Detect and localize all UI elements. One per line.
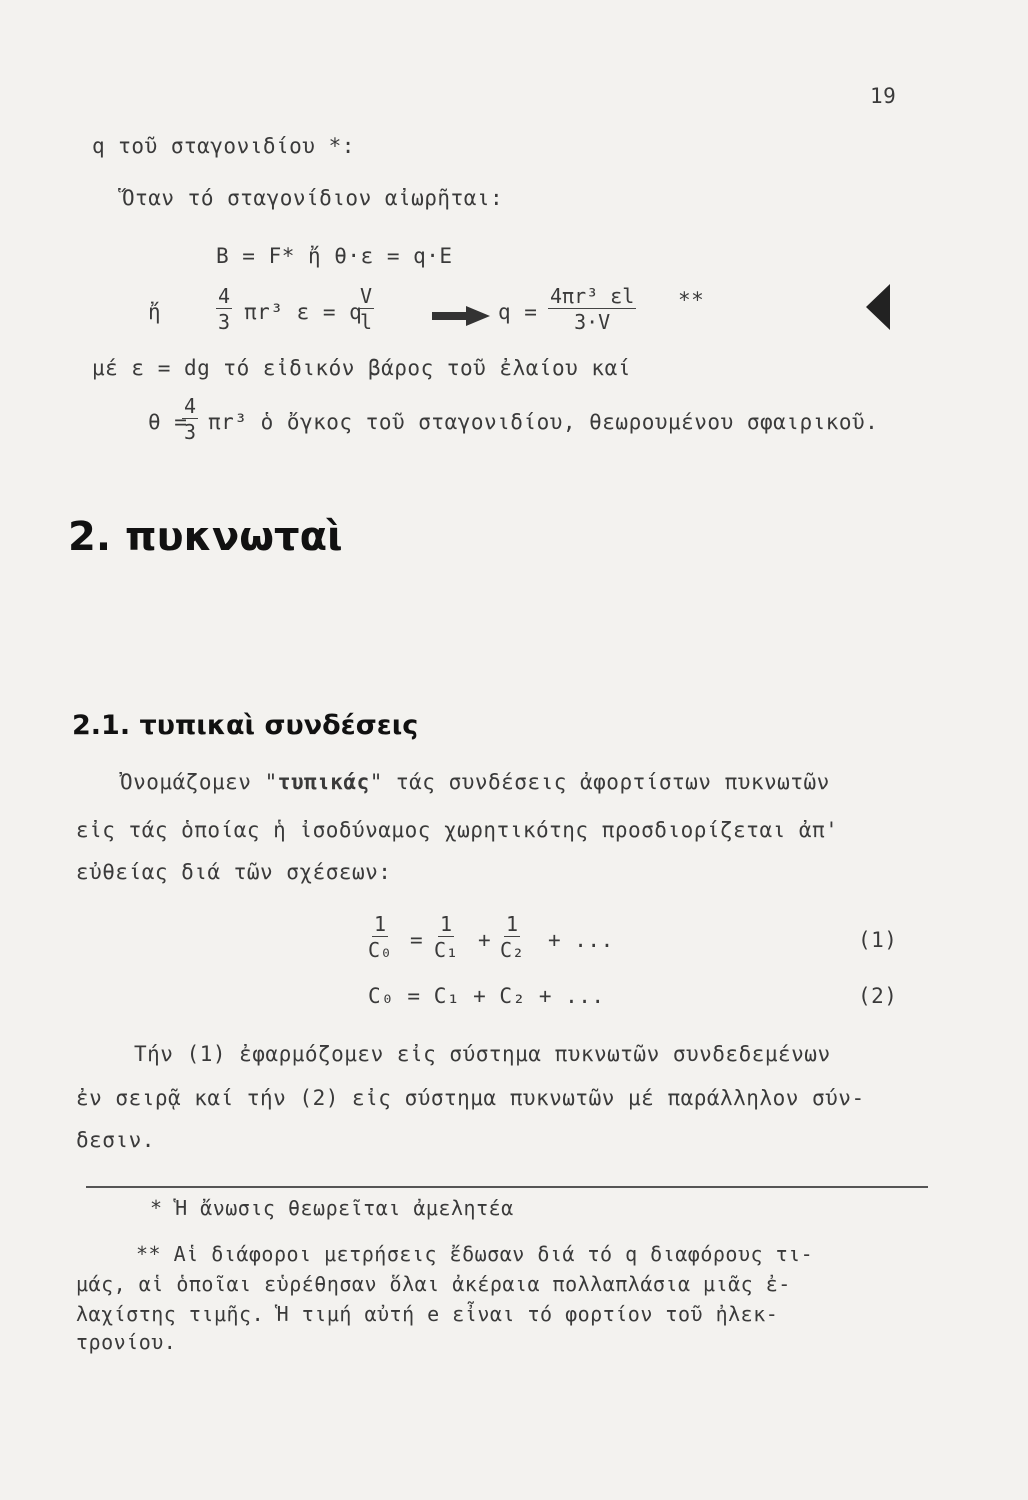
eq2-stars: ** bbox=[678, 288, 705, 312]
eq1-plus: + bbox=[478, 928, 492, 952]
eq2-frac2-num: V bbox=[360, 284, 373, 308]
eq1-frac-c0 bbox=[368, 914, 392, 960]
footnote-2-line-2: μάς, αἱ ὁποῖαι εὑρέθησαν ὅλαι ἀκέραια πολλαπλάσια μιᾶς ἐ- bbox=[76, 1272, 791, 1296]
droplet-charge-heading: q τοῦ σταγονιδίου *: bbox=[92, 134, 355, 158]
eq2-parallel: C₀ = C₁ + C₂ + ... bbox=[368, 984, 605, 1008]
eq2-label: (2) bbox=[858, 984, 898, 1008]
paragraph-2-line-2: ἐν σειρᾷ καί τήν (2) εἰς σύστημα πυκνωτῶν μέ παράλληλον σύν- bbox=[76, 1086, 865, 1110]
eq1-frac-c1 bbox=[434, 914, 458, 960]
eq1-c1-den: C₁ bbox=[434, 938, 459, 962]
theta-frac-den: 3 bbox=[184, 420, 197, 444]
eq2-fraction-charge bbox=[548, 286, 636, 332]
eq2-frac3-den: 3·V bbox=[574, 310, 611, 334]
paragraph-2-line-1: Τήν (1) ἐφαρμόζομεν εἰς σύστημα πυκνωτῶν συνδεδεμένων bbox=[134, 1042, 831, 1066]
eq2-fraction-v-l bbox=[358, 286, 374, 332]
eq1-c1-num: 1 bbox=[440, 912, 453, 936]
margin-pointer-icon bbox=[866, 284, 890, 330]
eq1-c0-num: 1 bbox=[374, 912, 387, 936]
footnote-1: * Ἡ ἄνωσις θεωρεῖται ἀμελητέα bbox=[150, 1196, 514, 1220]
density-line: μέ ε = dg τό εἰδικόν βάρος τοῦ ἐλαίου καί bbox=[92, 356, 631, 380]
paragraph-2-line-3: δεσιν. bbox=[76, 1128, 155, 1152]
implies-arrow-icon bbox=[432, 306, 492, 326]
eq1-tail: + ... bbox=[548, 928, 614, 952]
theta-definition: πr³ ὁ ὄγκος τοῦ σταγονιδίου, θεωρουμένου σφαιρικοῦ. bbox=[208, 410, 879, 434]
eq2-frac1-den: 3 bbox=[218, 310, 231, 334]
paragraph-1-line-1 bbox=[120, 770, 830, 794]
p1-text-b: " τάς συνδέσεις ἀφορτίστων πυκνωτῶν bbox=[369, 770, 830, 794]
eq2-middle: πr³ ε = q bbox=[244, 300, 363, 324]
eq1-c2-num: 1 bbox=[506, 912, 519, 936]
section-title: 2. πυκνωταὶ bbox=[68, 514, 343, 560]
paragraph-1-line-3: εὐθείας διά τῶν σχέσεων: bbox=[76, 860, 392, 884]
p1-text-a: Ὀνομάζομεν " bbox=[120, 770, 278, 794]
theta-lhs: θ = bbox=[148, 410, 188, 434]
subsection-title: 2.1. τυπικαὶ συνδέσεις bbox=[72, 710, 419, 741]
eq2-frac2-den: l bbox=[360, 310, 373, 334]
eq1-label: (1) bbox=[858, 928, 898, 952]
eq2-frac3-num: 4πr³ εl bbox=[550, 284, 635, 308]
footnote-2-line-4: τρονίου. bbox=[76, 1330, 177, 1354]
eq2-fraction-4-3 bbox=[216, 286, 232, 332]
eq1-equals: = bbox=[410, 928, 424, 952]
eq2-prefix: ἤ bbox=[148, 300, 162, 324]
theta-fraction bbox=[182, 396, 198, 442]
eq1-c0-den: C₀ bbox=[368, 938, 393, 962]
footnote-2-line-1: ** Αἱ διάφοροι μετρήσεις ἔδωσαν διά τό q διαφόρους τι- bbox=[136, 1242, 814, 1266]
page-number: 19 bbox=[870, 84, 897, 108]
p1-bold-term: τυπικάς bbox=[277, 770, 370, 794]
eq1-c2-den: C₂ bbox=[500, 938, 525, 962]
theta-frac-num: 4 bbox=[184, 394, 197, 418]
eq1-frac-c2 bbox=[500, 914, 524, 960]
suspension-intro: Ὅταν τό σταγονίδιον αἰωρῆται: bbox=[122, 186, 504, 210]
force-equation: B = F* ἤ θ·ε = q·E bbox=[216, 244, 453, 268]
eq2-frac1-num: 4 bbox=[218, 284, 231, 308]
eq2-q-lhs: q = bbox=[498, 300, 538, 324]
paragraph-1-line-2: εἰς τάς ὁποίας ἡ ἰσοδύναμος χωρητικότης προσδιορίζεται ἀπ' bbox=[76, 818, 839, 842]
footnote-divider bbox=[86, 1186, 928, 1188]
footnote-2-line-3: λαχίστης τιμῆς. Ἡ τιμή αὐτή e εἶναι τό φορτίον τοῦ ἠλεκ- bbox=[76, 1302, 779, 1326]
